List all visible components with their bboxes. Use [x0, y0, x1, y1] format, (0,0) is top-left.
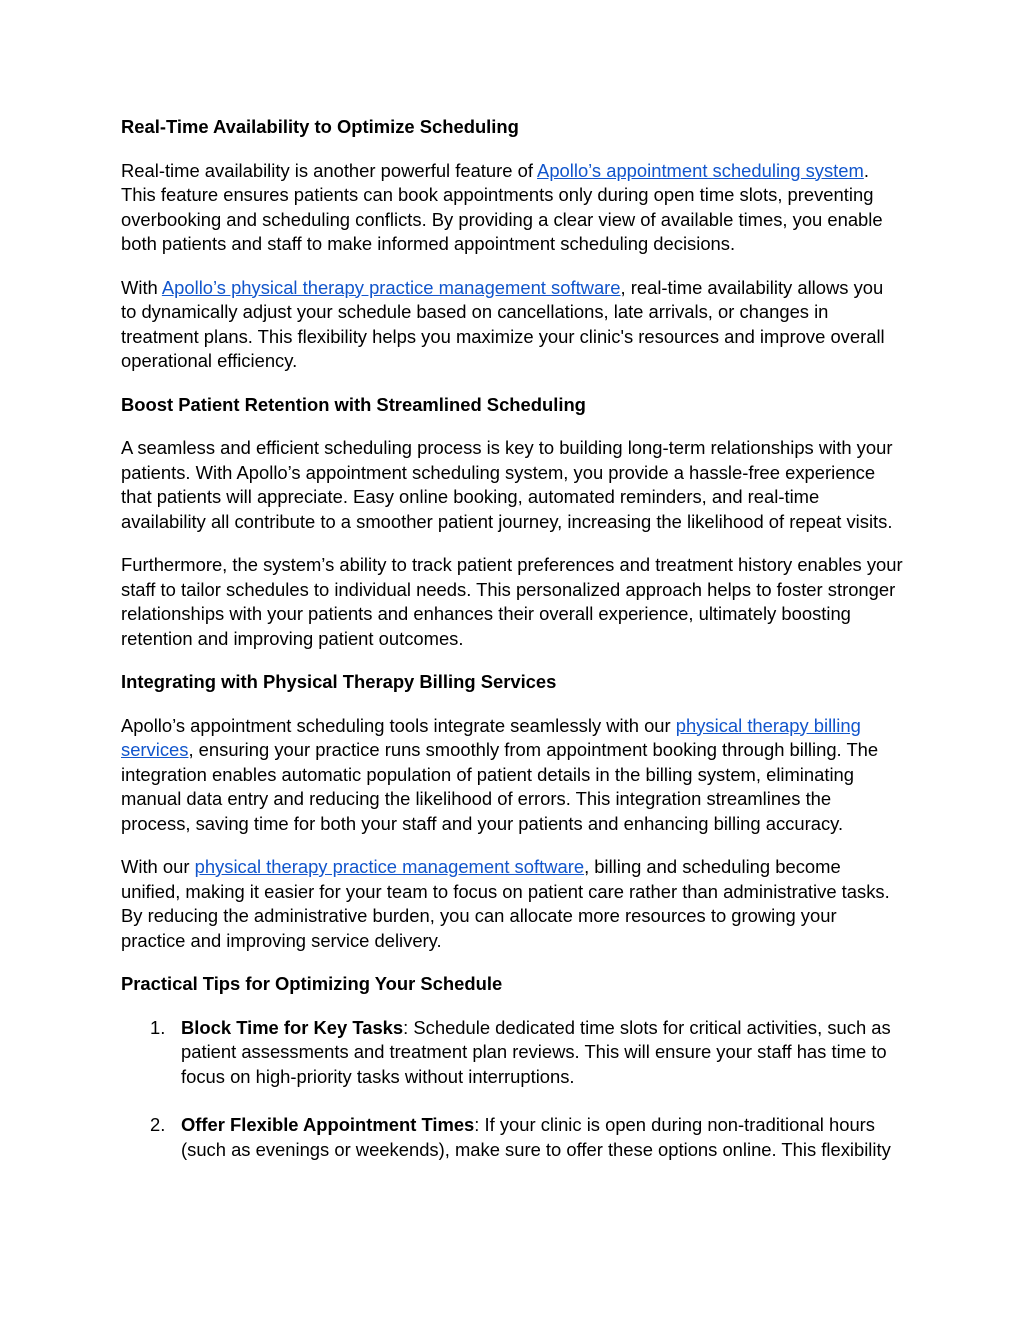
list-item-lead: Offer Flexible Appointment Times — [181, 1114, 475, 1135]
list-marker: 2. — [150, 1114, 166, 1135]
list-item-flexible-times — [121, 1113, 903, 1162]
list-item-block-time — [121, 1016, 903, 1090]
paragraph-text: With — [121, 276, 162, 298]
link-pt-practice-software[interactable]: physical therapy practice management software — [194, 856, 585, 877]
heading-practical-tips: Practical Tips for Optimizing Your Schedule — [121, 973, 503, 994]
paragraph-billing-2 — [121, 855, 903, 953]
paragraph-retention-1: A seamless and efficient scheduling process is key to building long-term relationships with your patients. With Apollo’s appointment scheduling system, you provide a hassle-free experience that patients will appreciate. Easy online booking, automated reminders, and real-time availability all contribute to a smoother patient journey, increasing the likelihood of repeat visits. — [121, 437, 893, 532]
paragraph-realtime-1 — [121, 159, 903, 257]
paragraph-text: , billing and scheduling become unified, making it easier for your team to focus on patient care rather than administrative tasks. By reducing the administrative burden, you can allocate more resources to growing your practice and improving service delivery. — [121, 856, 890, 951]
list-item-text: : If your clinic is open during non-traditional hours (such as evenings or weekends), make sure to offer these options online. This flexibility — [181, 1114, 891, 1160]
heading-patient-retention: Boost Patient Retention with Streamlined Scheduling — [121, 393, 586, 415]
paragraph-realtime-2 — [121, 276, 903, 374]
link-apollo-scheduling-system[interactable]: Apollo’s appointment scheduling system — [537, 159, 864, 181]
heading-realtime-availability: Real-Time Availability to Optimize Scheduling — [121, 116, 519, 137]
paragraph-text: Real-time availability is another powerful feature of — [121, 159, 538, 181]
heading-billing-integration: Integrating with Physical Therapy Billing Services — [121, 671, 557, 692]
link-apollo-pt-practice-software[interactable]: Apollo’s physical therapy practice management software — [161, 276, 621, 298]
paragraph-text: , real-time availability allows you to dynamically adjust your schedule based on cancellations, late arrivals, or changes in treatment plans. This flexibility helps you maximize your clinic's resources and improve overall operational efficiency. — [121, 276, 885, 371]
paragraph-text: Apollo’s appointment scheduling tools integrate seamlessly with our — [121, 714, 676, 736]
list-item-lead: Block Time for Key Tasks — [181, 1016, 404, 1038]
paragraph-text: , ensuring your practice runs smoothly from appointment booking through billing. The integration enables automatic population of patient details in the billing system, eliminating manual data entry and reducing the likelihood of errors. This integration streamlines the process, saving time for both your staff and your patients and enhancing billing accuracy. — [121, 739, 879, 834]
paragraph-text: . This feature ensures patients can book appointments only during open time slots, preventing overbooking and scheduling conflicts. By providing a clear view of available times, you enable both patients and staff to make informed appointment scheduling decisions. — [121, 159, 883, 254]
list-item-text: : Schedule dedicated time slots for critical activities, such as patient assessments and treatment plan reviews. This will ensure your staff has time to focus on high-priority tasks without interruptions. — [181, 1016, 891, 1087]
paragraph-text: With our — [121, 856, 195, 877]
tips-list — [121, 1016, 903, 1163]
paragraph-retention-2: Furthermore, the system’s ability to track patient preferences and treatment history enables your staff to tailor schedules to individual needs. This personalized approach helps to foster stronger relationships with your patients and enhances their overall experience, ultimately boosting retention and improving patient outcomes. — [121, 554, 903, 649]
link-pt-billing-services[interactable]: physical therapy billing services — [121, 714, 861, 760]
paragraph-billing-1 — [121, 714, 903, 837]
list-marker: 1. — [150, 1016, 166, 1038]
